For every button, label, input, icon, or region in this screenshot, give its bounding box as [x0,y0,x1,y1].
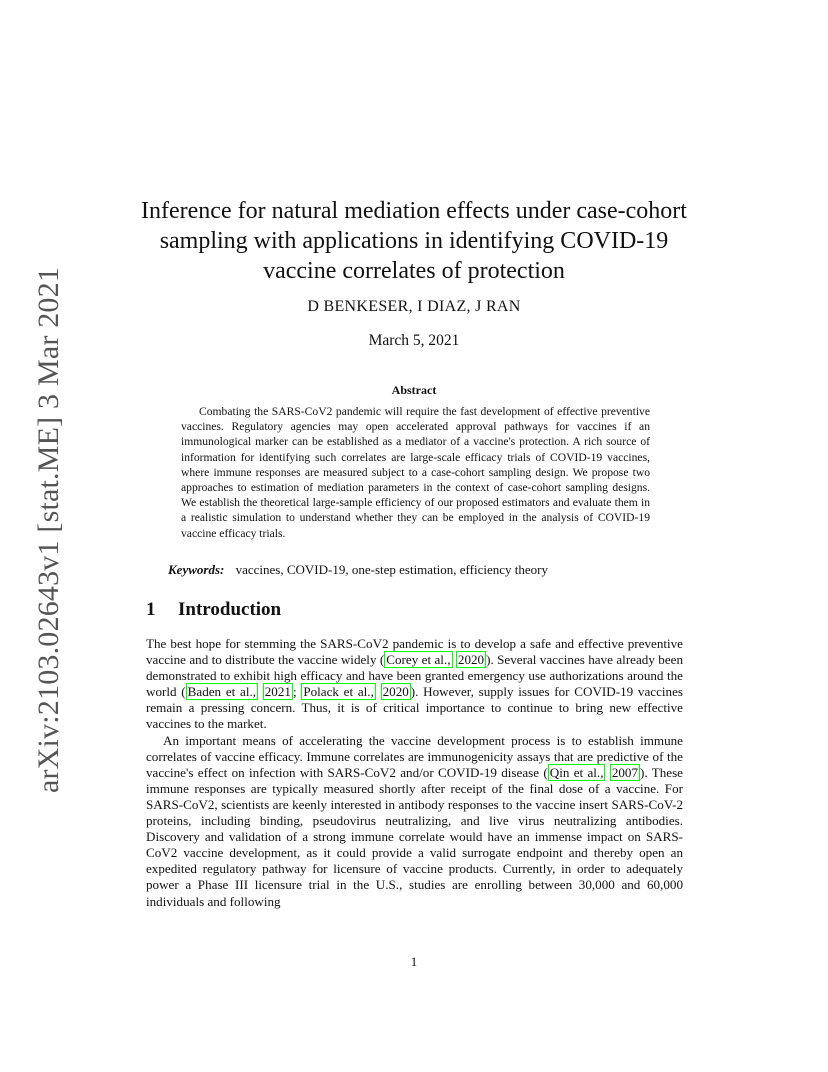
citation-year-link[interactable]: 2020 [457,652,485,668]
citation-author-link[interactable]: Polack et al., [303,684,374,700]
citation-link[interactable]: ( Qin et al., 2007 ) [543,764,645,780]
citation-year-link[interactable]: 2020 [382,684,409,700]
keywords-label: Keywords: [168,562,225,577]
text-run: . Several vaccines have already been demonstrated to exhibit high efficacy and have been granted emergency use authorizations around the world [146,652,683,700]
arxiv-identifier-stamp: arXiv:2103.02643v1 [stat.ME] 3 Mar 2021 [32,266,65,794]
section-title: Introduction [178,599,282,620]
citation-author-link[interactable]: Corey et al., [386,652,451,668]
text-run: . However, supply issues for COVID-19 vaccines remain a pressing concern. Thus, it is of critical importance to continue to bring new effective vaccines to the market. [146,684,683,732]
paper-title: Inference for natural mediation effects under case-cohort sampling with applications in identifying COVID-19 vaccine correlates of protection [141,198,687,284]
abstract-text: Combating the SARS-CoV2 pandemic will require the fast development of effective preventive vaccines. Regulatory agencies may open accelerated approval pathways for vaccines if an immunological marker can be established as a mediator of a vaccine's protection. A rich source of information for identifying such correlates are large-scale efficacy trials of COVID-19 vaccines, where immune responses are measured subject to a case-cohort sampling design. We propose two approaches to estimation of mediation parameters in the context of case-cohort sampling designs. We establish the theoretical large-sample efficiency of our proposed estimators and evaluate them in a realistic simulation to understand whether they can be employed in the analysis of COVID-19 vaccine efficacy trials. [181,405,650,540]
section-number: 1 [146,599,156,620]
citation-link[interactable]: ( Corey et al., 2020 ) [379,652,491,668]
text-run: . These immune responses are typically measured shortly after receipt of the final dose of a vaccine. For SARS-CoV2, scientists are keenly interested in antibody responses to the vaccine insert SARS-CoV-2 proteins, including binding, pseudovirus neutralizing, and live virus neutralizing antibodies. Discovery and validation of a strong immune correlate would have an immense impact on SARS-CoV2 vaccine development, as it could provide a valid surrogate endpoint and thereby open an expedited regulatory pathway for licensure of vaccine products. Currently, in order to adequately power a Phase III licensure trial in the U.S., studies are enrolling between 30,000 and 60,000 individuals and following [146,764,683,909]
introduction-body [146,636,683,910]
citation-link[interactable]: ( Baden et al., 2021 ; Polack et al., 2020 ) [181,684,416,700]
text-run: The best hope for stemming the SARS-CoV2 pandemic is to develop a safe and effective preventive vaccine and to distribute the vaccine widely [146,636,683,668]
section-heading-introduction [146,599,281,621]
paragraph [146,733,683,910]
paragraph [146,636,683,733]
citation-year-link[interactable]: 2007 [611,764,638,780]
abstract-heading: Abstract [391,383,437,397]
text-run: An important means of accelerating the vaccine development process is to establish immune correlates of vaccine efficacy. Immune correlates are immunogenicity assays that are predictive of the vaccine's effect on infection with SARS-CoV2 and/or COVID-19 disease [146,732,683,780]
citation-separator: ; [292,684,302,700]
keywords-line [168,562,688,578]
keywords-text: vaccines, COVID-19, one-step estimation, efficiency theory [235,562,548,577]
citation-author-link[interactable]: Baden et al., [187,684,257,700]
citation-author-link[interactable]: Qin et al., [549,764,604,780]
paper-date: March 5, 2021 [368,332,460,349]
paper-authors: D BENKESER, I DIAZ, J RAN [307,298,521,315]
page-number: 1 [410,954,418,969]
citation-year-link[interactable]: 2021 [264,684,291,700]
